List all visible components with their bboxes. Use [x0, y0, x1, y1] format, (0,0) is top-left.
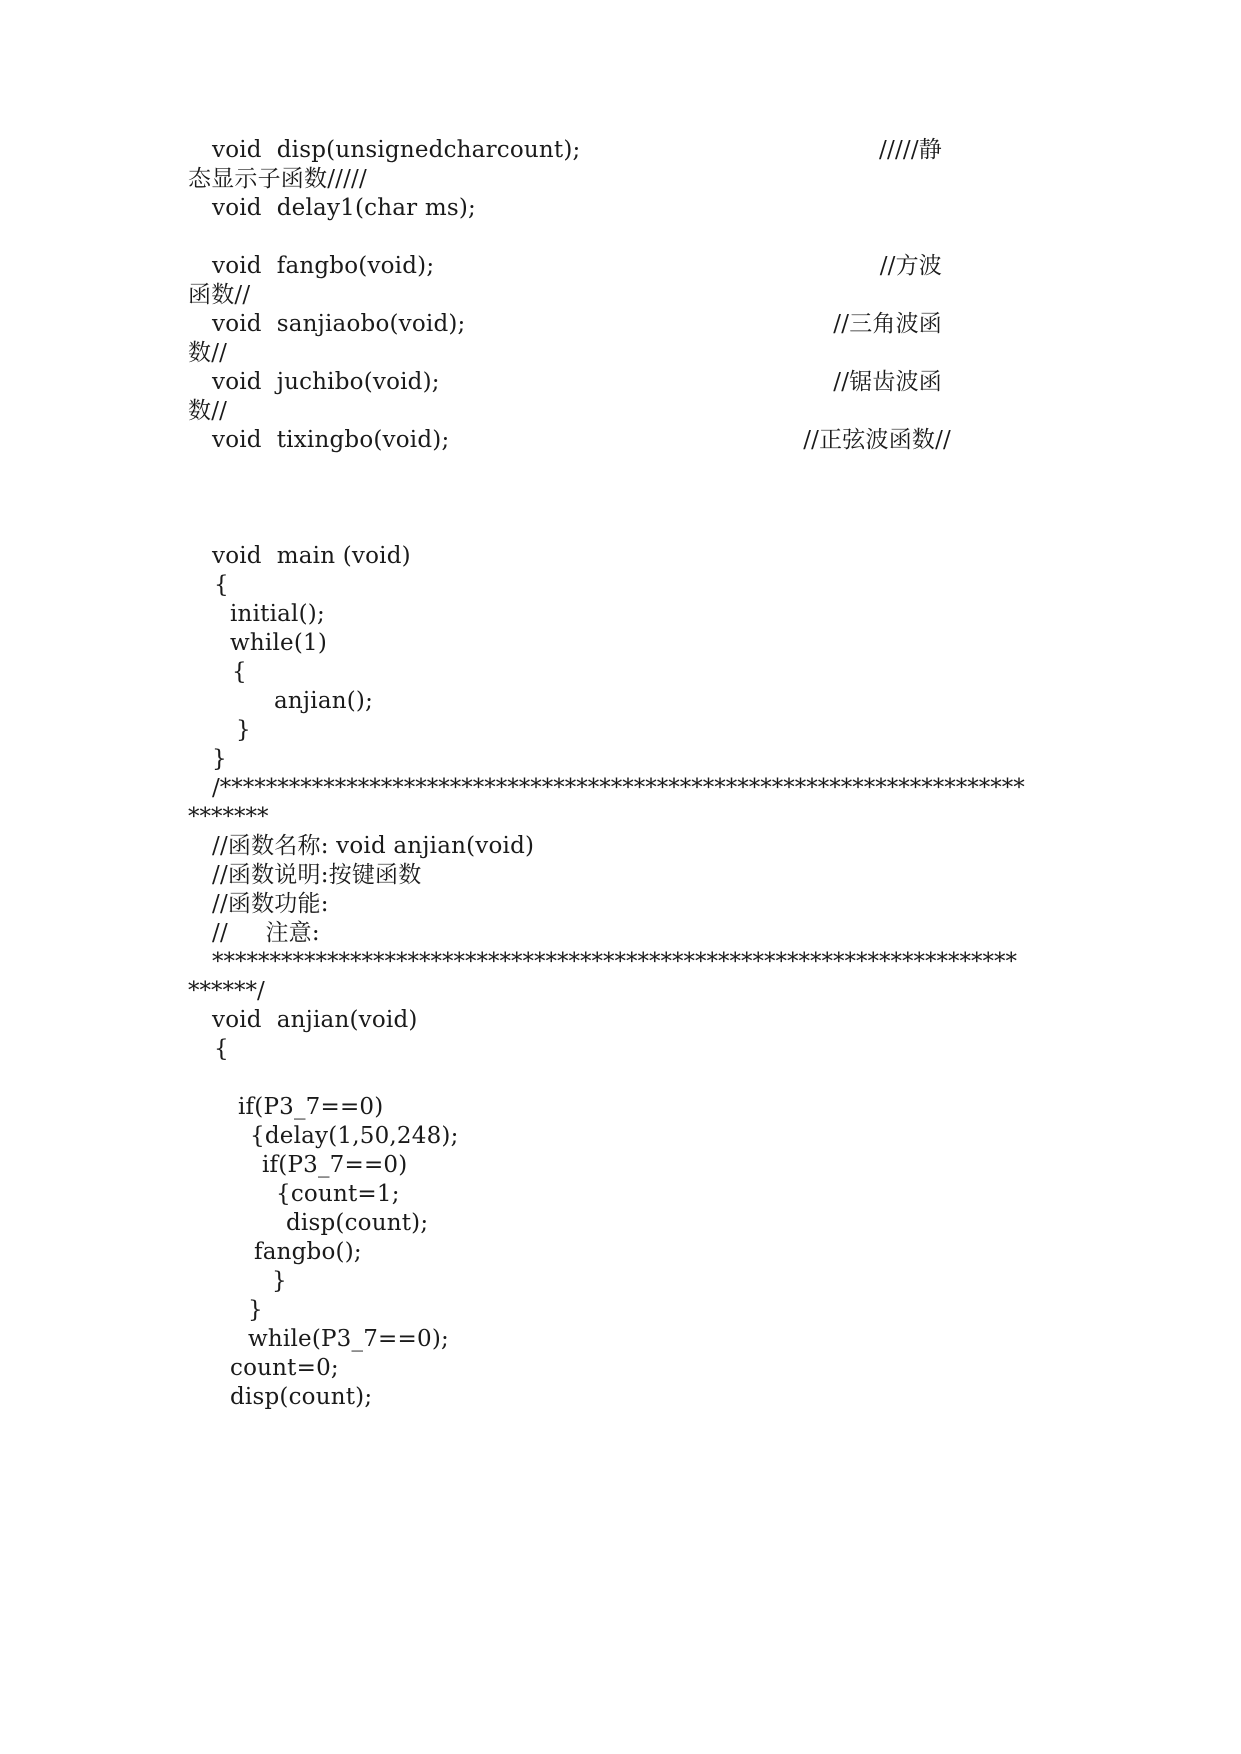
code-line-close-inner-brace: } [272, 1268, 287, 1294]
code-line-close-if-brace: } [248, 1297, 263, 1323]
code-line-while-1: while(1) [230, 630, 328, 656]
comment-sanjiaobo-part1: //三角波函 [833, 311, 942, 337]
code-line-if-p37-inner: if(P3_7==0) [262, 1152, 408, 1178]
code-line-tixingbo-decl: void tixingbo(void); [212, 427, 450, 453]
code-line-delay-call: {delay(1,50,248); [250, 1123, 459, 1149]
code-line-while-p37: while(P3_7==0); [248, 1326, 449, 1352]
code-line-disp-call-2: disp(count); [230, 1384, 373, 1410]
code-line-anjian-call: anjian(); [274, 688, 374, 714]
comment-function-description: //函数说明:按键函数 [212, 862, 422, 888]
code-line-main-signature: void main (void) [212, 543, 411, 569]
comment-juchibo-part2: 数// [188, 398, 228, 424]
comment-stars-bottom-line2: ******/ [188, 978, 265, 1004]
code-line-initial-call: initial(); [230, 601, 325, 627]
comment-stars-top-line1: /********************************************************************** [212, 775, 1025, 801]
code-line-while-open-brace: { [232, 659, 247, 685]
comment-juchibo-part1: //锯齿波函 [833, 369, 942, 395]
comment-fangbo-part1: //方波 [879, 253, 942, 279]
code-line-disp-call: disp(count); [286, 1210, 429, 1236]
code-line-count-zero: count=0; [230, 1355, 339, 1381]
comment-fangbo-part2: 函数// [188, 282, 251, 308]
code-line-main-close-brace: } [212, 746, 227, 772]
code-line-sanjiaobo-decl: void sanjiaobo(void); [212, 311, 466, 337]
code-line-delay1-decl: void delay1(char ms); [212, 195, 476, 221]
comment-stars-bottom-line1: ********************************************************************** [212, 949, 1017, 975]
comment-function-name: //函数名称: void anjian(void) [212, 833, 535, 859]
comment-stars-top-line2: ******* [188, 804, 269, 830]
code-line-disp-decl: void disp(unsignedcharcount); [212, 137, 581, 163]
code-line-fangbo-decl: void fangbo(void); [212, 253, 435, 279]
comment-tixingbo: //正弦波函数// [803, 427, 951, 453]
comment-disp-part2: 态显示子函数///// [188, 166, 367, 192]
comment-disp-part1: /////静 [879, 137, 942, 163]
comment-function-feature: //函数功能: [212, 891, 329, 917]
comment-sanjiaobo-part2: 数// [188, 340, 228, 366]
code-line-anjian-open-brace: { [214, 1036, 229, 1062]
code-line-while-close-brace: } [236, 717, 251, 743]
code-line-count-one: {count=1; [276, 1181, 400, 1207]
code-line-anjian-signature: void anjian(void) [212, 1007, 418, 1033]
code-line-main-open-brace: { [214, 572, 229, 598]
code-line-juchibo-decl: void juchibo(void); [212, 369, 440, 395]
code-line-fangbo-call: fangbo(); [254, 1239, 362, 1265]
code-line-if-p37: if(P3_7==0) [238, 1094, 384, 1120]
comment-note: // 注意: [212, 920, 320, 946]
